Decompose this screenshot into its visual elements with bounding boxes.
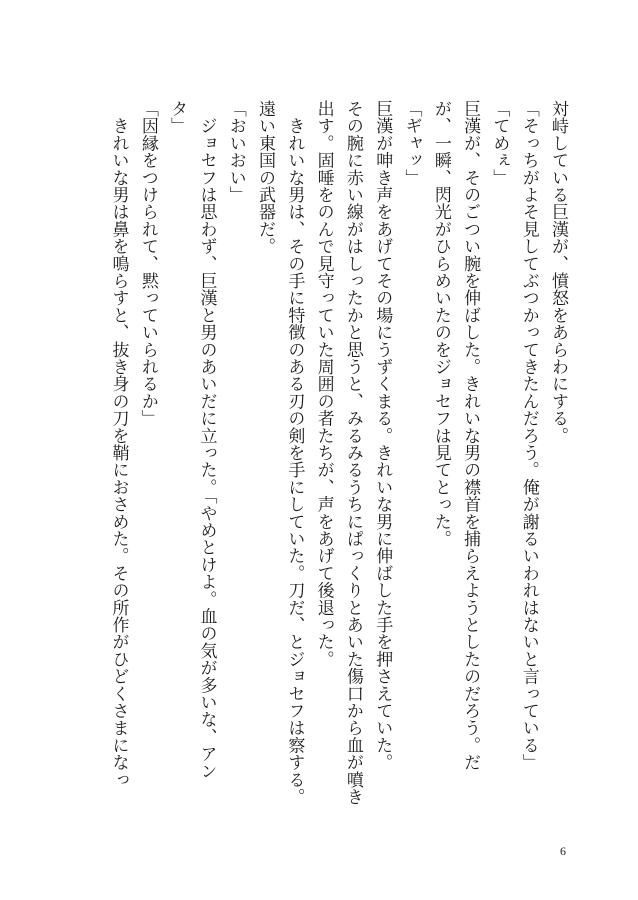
text-line: 遠い東国の武器だ。: [255, 100, 276, 255]
text-line: きれいな男は、その手に特徴のある刃の剣を手にしていた。刀だ、とジョセフは察する。: [284, 100, 305, 806]
text-line: 「そっちがよそ見してぶつかってきたんだろう。俺が謝るいわれはないと言っている」: [518, 100, 539, 771]
vertical-text-body: [103, 100, 572, 840]
text-line: タ」: [167, 100, 188, 135]
text-line: 巨漢が呻き声をあげてその場にうずくまる。きれいな男に伸ばした手を押さえていた。: [372, 100, 393, 771]
text-line: が、一瞬、閃光がひらめいたのをジョセフは見てとった。: [430, 100, 451, 548]
text-line: 「おいおい」: [225, 100, 246, 204]
text-line: 「ギャッ」: [401, 100, 422, 186]
text-line: ジョセフは思わず、巨漢と男のあいだに立った。「やめとけよ。血の気が多いな、アン: [196, 100, 217, 780]
text-line: 「因縁をつけられて、黙っていられるか」: [137, 100, 158, 427]
page-number: 6: [560, 844, 566, 858]
text-line: 「てめぇ」: [489, 100, 510, 186]
text-line: きれいな男は鼻を鳴らすと、抜き身の刀を鞘におさめた。その所作がひどくさまになっ: [108, 100, 129, 788]
text-line: 出す。固唾をのんで見守っていた周囲の者たちが、声をあげて後退った。: [313, 100, 334, 668]
text-line: その腕に赤い線がはしったかと思うと、みるみるうちにぱっくりとあいた傷口から血が噴き: [342, 100, 363, 806]
text-line: 巨漢が、そのごつい腕を伸ばした。きれいな男の襟首を捕らえようとしたのだろう。だ: [460, 100, 481, 771]
text-line: 対峙している巨漢が、憤怒をあらわにする。: [548, 100, 568, 444]
